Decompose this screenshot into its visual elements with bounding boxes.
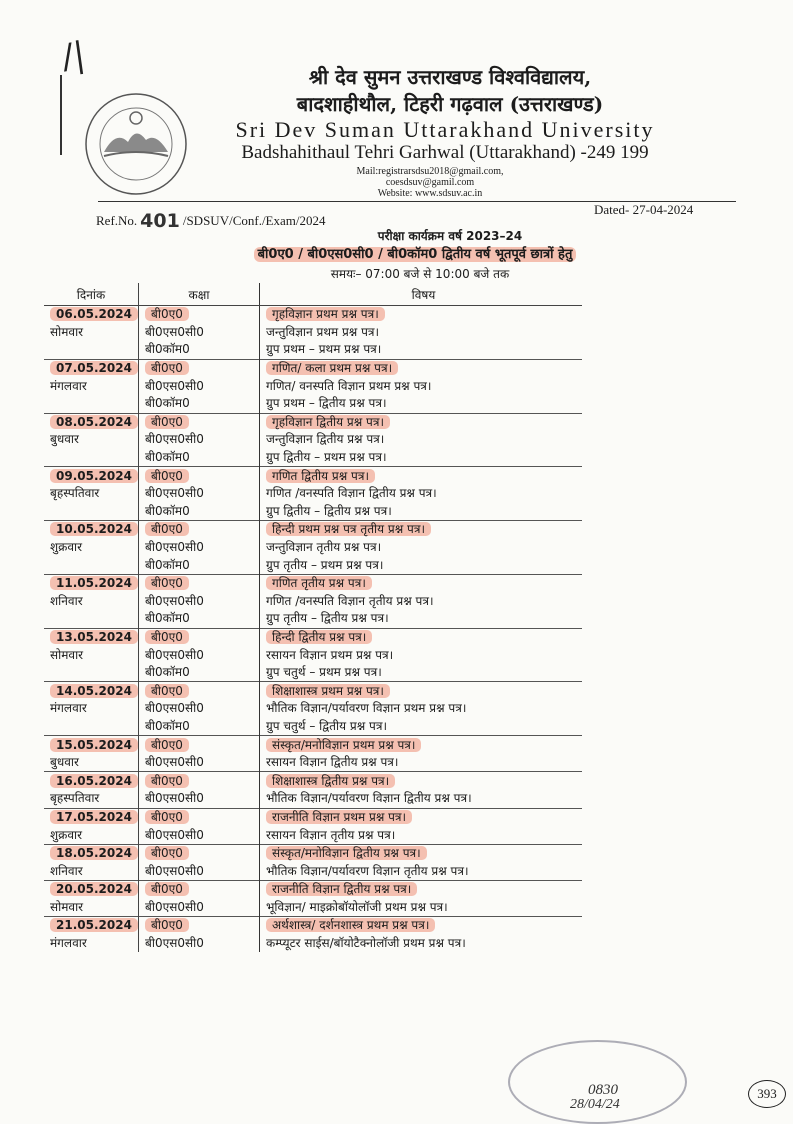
table-row [44, 449, 582, 467]
exam-day [44, 395, 139, 413]
class-cell [139, 377, 260, 395]
exam-date [44, 808, 139, 826]
subject-cell [260, 467, 583, 485]
class-cell [139, 646, 260, 664]
exam-day [44, 754, 139, 772]
subject-cell [260, 556, 583, 574]
subject-text: हिन्दी प्रथम प्रश्न पत्र तृतीय प्रश्न पत्र। [266, 522, 431, 536]
subject-text: रसायन विज्ञान द्वितीय प्रश्न पत्र। [266, 755, 399, 770]
table-row [44, 808, 582, 826]
reference-number [96, 210, 326, 232]
class-text: बी0एस0सी0 [145, 647, 204, 662]
class-text: बी0ए0 [145, 846, 189, 860]
class-cell [139, 917, 260, 935]
table-row [44, 539, 582, 557]
class-text: बी0ए0 [145, 630, 189, 644]
subject-cell [260, 324, 583, 342]
exam-date [44, 844, 139, 862]
col-subject-header: विषय [260, 283, 583, 306]
subject-text: संस्कृत/मनोविज्ञान प्रथम प्रश्न पत्र। [266, 738, 421, 752]
university-address-english: Badshahithaul Tehri Garhwal (Uttarakhand) -249 199 [241, 142, 649, 163]
table-row [44, 664, 582, 682]
subject-cell [260, 682, 583, 700]
class-cell [139, 844, 260, 862]
class-cell [139, 826, 260, 844]
table-row [44, 862, 582, 880]
class-cell [139, 772, 260, 790]
subject-cell [260, 790, 583, 808]
exam-date [44, 467, 139, 485]
exam-day [44, 449, 139, 467]
date-text: 18.05.2024 [50, 846, 138, 860]
subject-cell [260, 700, 583, 718]
date-text: 07.05.2024 [50, 361, 138, 375]
subject-text: रसायन विज्ञान तृतीय प्रश्न पत्र। [266, 827, 396, 842]
website: Website: www.sdsuv.ac.in [377, 188, 483, 199]
subject-text: ग्रुप चतुर्थ – प्रथम प्रश्न पत्र। [266, 665, 382, 680]
subject-cell [260, 413, 583, 431]
university-name-hindi [200, 64, 700, 118]
subject-text: गणित तृतीय प्रश्न पत्र। [266, 576, 372, 590]
exam-day [44, 610, 139, 628]
table-row [44, 467, 582, 485]
class-text: बी0ए0 [145, 415, 189, 429]
exam-day [44, 935, 139, 953]
date-text: सोमवार [50, 647, 84, 662]
table-row [44, 718, 582, 736]
table-row [44, 503, 582, 521]
date-text: 14.05.2024 [50, 684, 138, 698]
exam-date [44, 736, 139, 754]
table-row [44, 628, 582, 646]
class-cell [139, 539, 260, 557]
university-address-hindi: बादशाहीथौल, टिहरी गढ़वाल (उत्तराखण्ड) [296, 92, 604, 116]
subject-text: ग्रुप द्वितीय – द्वितीय प्रश्न पत्र। [266, 503, 392, 518]
subject-cell [260, 377, 583, 395]
ref-number: 401 [140, 210, 180, 232]
exam-day [44, 664, 139, 682]
class-text: बी0एस0सी0 [145, 432, 204, 447]
class-cell [139, 664, 260, 682]
subject-text: गणित /वनस्पति विज्ञान तृतीय प्रश्न पत्र। [266, 593, 434, 608]
date-text: मंगलवार [50, 936, 87, 951]
date-text: बुधवार [50, 755, 79, 770]
class-text: बी0कॉम0 [145, 557, 190, 572]
date-text: 15.05.2024 [50, 738, 138, 752]
class-text: बी0ए0 [145, 918, 189, 932]
class-cell [139, 899, 260, 917]
exam-day [44, 377, 139, 395]
class-cell [139, 700, 260, 718]
subject-cell [260, 610, 583, 628]
subject-cell [260, 718, 583, 736]
subject-text: गणित द्वितीय प्रश्न पत्र। [266, 469, 375, 483]
class-text: बी0ए0 [145, 522, 189, 536]
exam-day [44, 539, 139, 557]
subject-text: जन्तुविज्ञान तृतीय प्रश्न पत्र। [266, 540, 382, 555]
exam-date [44, 628, 139, 646]
exam-day [44, 646, 139, 664]
ref-prefix: Ref.No. [96, 213, 138, 228]
date-text: 08.05.2024 [50, 415, 138, 429]
class-text: बी0एस0सी0 [145, 324, 204, 339]
table-row [44, 844, 582, 862]
date-text: मंगलवार [50, 378, 87, 393]
class-cell [139, 341, 260, 359]
subject-text: भौतिक विज्ञान/पर्यावरण विज्ञान द्वितीय प्रश्न पत्र। [266, 791, 472, 806]
class-text: बी0एस0सी0 [145, 540, 204, 555]
courses-highlight: बी0ए0 / बी0एस0सी0 / बी0कॉम0 द्वितीय वर्ष भूतपूर्व छात्रों हेतु [254, 247, 577, 262]
class-text: बी0ए0 [145, 738, 189, 752]
table-row [44, 772, 582, 790]
table-row [44, 790, 582, 808]
subject-cell [260, 935, 583, 953]
class-cell [139, 881, 260, 899]
exam-date [44, 772, 139, 790]
class-text: बी0कॉम0 [145, 665, 190, 680]
subject-cell [260, 395, 583, 413]
subject-cell [260, 808, 583, 826]
date-text: सोमवार [50, 324, 84, 339]
class-cell [139, 467, 260, 485]
table-row [44, 917, 582, 935]
exam-day [44, 485, 139, 503]
class-text: बी0ए0 [145, 774, 189, 788]
class-text: बी0एस0सी0 [145, 936, 204, 951]
subject-text: जन्तुविज्ञान द्वितीय प्रश्न पत्र। [266, 432, 385, 447]
exam-date [44, 521, 139, 539]
subject-cell [260, 306, 583, 324]
stamp-number: 0830 [588, 1082, 618, 1098]
margin-line [60, 75, 62, 155]
exam-day [44, 503, 139, 521]
date-text: बुधवार [50, 432, 79, 447]
subject-text: ग्रुप प्रथम – प्रथम प्रश्न पत्र। [266, 342, 382, 357]
class-cell [139, 413, 260, 431]
class-text: बी0एस0सी0 [145, 827, 204, 842]
table-row [44, 574, 582, 592]
date-text: 17.05.2024 [50, 810, 138, 824]
table-row [44, 736, 582, 754]
exam-day [44, 899, 139, 917]
date-text: 16.05.2024 [50, 774, 138, 788]
subject-cell [260, 862, 583, 880]
subject-text: ग्रुप तृतीय – द्वितीय प्रश्न पत्र। [266, 611, 389, 626]
table-row [44, 377, 582, 395]
table-row [44, 359, 582, 377]
exam-date [44, 574, 139, 592]
exam-time: समयः– 07:00 बजे से 10:00 बजे तक [330, 267, 510, 281]
class-cell [139, 324, 260, 342]
exam-day [44, 431, 139, 449]
class-cell [139, 610, 260, 628]
subject-text: अर्थशास्त्र/ दर्शनशास्त्र प्रथम प्रश्न पत्र। [266, 918, 435, 932]
class-text: बी0ए0 [145, 684, 189, 698]
class-cell [139, 593, 260, 611]
subject-text: गृहविज्ञान द्वितीय प्रश्न पत्र। [266, 415, 390, 429]
class-cell [139, 521, 260, 539]
subject-text: कम्प्यूटर साईस/बॉयोटैक्नोलॉजी प्रथम प्रश्न पत्र। [266, 936, 466, 951]
class-text: बी0ए0 [145, 810, 189, 824]
class-cell [139, 503, 260, 521]
table-row [44, 593, 582, 611]
university-seal-logo [82, 90, 190, 198]
courses-line [205, 244, 625, 262]
subject-text: जन्तुविज्ञान प्रथम प्रश्न पत्र। [266, 324, 380, 339]
subject-cell [260, 359, 583, 377]
exam-day [44, 341, 139, 359]
exam-day [44, 718, 139, 736]
exam-title: परीक्षा कार्यक्रम वर्ष 2023–24 [377, 229, 523, 243]
date-text: शनिवार [50, 593, 83, 608]
date-text: बृहस्पतिवार [50, 791, 100, 806]
table-row [44, 899, 582, 917]
class-text: बी0ए0 [145, 469, 189, 483]
page-number: 393 [748, 1080, 786, 1108]
subject-cell [260, 754, 583, 772]
class-text: बी0एस0सी0 [145, 755, 204, 770]
table-row [44, 413, 582, 431]
subject-text: गणित/ कला प्रथम प्रश्न पत्र। [266, 361, 398, 375]
class-cell [139, 449, 260, 467]
class-text: बी0कॉम0 [145, 718, 190, 733]
exam-day [44, 556, 139, 574]
class-cell [139, 485, 260, 503]
class-text: बी0कॉम0 [145, 396, 190, 411]
table-row [44, 341, 582, 359]
class-text: बी0एस0सी0 [145, 899, 204, 914]
class-text: बी0एस0सी0 [145, 791, 204, 806]
subject-text: रसायन विज्ञान प्रथम प्रश्न पत्र। [266, 647, 394, 662]
email-2: coesdsuv@gamil.com [385, 177, 475, 188]
date-text: सोमवार [50, 899, 84, 914]
class-cell [139, 395, 260, 413]
table-row [44, 556, 582, 574]
exam-date [44, 881, 139, 899]
class-cell [139, 790, 260, 808]
subject-cell [260, 736, 583, 754]
subject-text: संस्कृत/मनोविज्ञान द्वितीय प्रश्न पत्र। [266, 846, 427, 860]
date-text: 20.05.2024 [50, 882, 138, 896]
table-row [44, 521, 582, 539]
subject-cell [260, 503, 583, 521]
contact-block [305, 166, 555, 199]
subject-cell [260, 917, 583, 935]
subject-text: ग्रुप द्वितीय – प्रथम प्रश्न पत्र। [266, 450, 387, 465]
date-text: 11.05.2024 [50, 576, 138, 590]
class-cell [139, 628, 260, 646]
university-name-hindi-line1: श्री देव सुमन उत्तराखण्ड विश्वविद्यालय, [308, 65, 592, 89]
subject-cell [260, 574, 583, 592]
dated: Dated- 27-04-2024 [594, 202, 694, 217]
date-text: 21.05.2024 [50, 918, 138, 932]
exam-date [44, 306, 139, 324]
exam-day [44, 790, 139, 808]
table-row [44, 485, 582, 503]
exam-date [44, 413, 139, 431]
table-row [44, 306, 582, 324]
subject-text: गृहविज्ञान प्रथम प्रश्न पत्र। [266, 307, 385, 321]
table-row [44, 395, 582, 413]
subject-text: राजनीति विज्ञान द्वितीय प्रश्न पत्र। [266, 882, 417, 896]
subject-cell [260, 646, 583, 664]
subject-text: ग्रुप प्रथम – द्वितीय प्रश्न पत्र। [266, 396, 387, 411]
class-text: बी0एस0सी0 [145, 486, 204, 501]
class-cell [139, 556, 260, 574]
subject-cell [260, 664, 583, 682]
date-text: शुक्रवार [50, 540, 83, 555]
ref-suffix: /SDSUV/Conf./Exam/2024 [182, 213, 326, 228]
class-cell [139, 935, 260, 953]
exam-day [44, 862, 139, 880]
table-row [44, 610, 582, 628]
class-text: बी0कॉम0 [145, 503, 190, 518]
table-row [44, 935, 582, 953]
subject-text: हिन्दी द्वितीय प्रश्न पत्र। [266, 630, 372, 644]
date-text: शनिवार [50, 863, 83, 878]
date-text: 13.05.2024 [50, 630, 138, 644]
class-text: बी0ए0 [145, 307, 189, 321]
exam-day [44, 593, 139, 611]
subject-text: ग्रुप चतुर्थ – द्वितीय प्रश्न पत्र। [266, 718, 388, 733]
subject-text: ग्रुप तृतीय – प्रथम प्रश्न पत्र। [266, 557, 384, 572]
table-row [44, 431, 582, 449]
date-text: 09.05.2024 [50, 469, 138, 483]
schedule-body [44, 306, 582, 953]
class-cell [139, 574, 260, 592]
class-cell [139, 431, 260, 449]
class-text: बी0कॉम0 [145, 450, 190, 465]
class-cell [139, 862, 260, 880]
class-cell [139, 306, 260, 324]
table-row [44, 324, 582, 342]
stamp-date: 28/04/24 [570, 1097, 620, 1112]
handwritten-mark: /| [59, 34, 88, 78]
subject-text: भौतिक विज्ञान/पर्यावरण विज्ञान तृतीय प्रश्न पत्र। [266, 863, 469, 878]
subject-text: भौतिक विज्ञान/पर्यावरण विज्ञान प्रथम प्रश्न पत्र। [266, 701, 467, 716]
subject-cell [260, 485, 583, 503]
class-text: बी0ए0 [145, 882, 189, 896]
class-cell [139, 754, 260, 772]
class-text: बी0एस0सी0 [145, 701, 204, 716]
class-text: बी0कॉम0 [145, 611, 190, 626]
class-text: बी0एस0सी0 [145, 863, 204, 878]
exam-day [44, 700, 139, 718]
subject-cell [260, 341, 583, 359]
date-text: 10.05.2024 [50, 522, 138, 536]
date-text: मंगलवार [50, 701, 87, 716]
subject-text: शिक्षाशास्त्र द्वितीय प्रश्न पत्र। [266, 774, 395, 788]
subject-cell [260, 772, 583, 790]
class-text: बी0कॉम0 [145, 342, 190, 357]
email-1: Mail:registrarsdsu2018@gmail.com, [356, 166, 504, 177]
subject-cell [260, 449, 583, 467]
date-text: बृहस्पतिवार [50, 486, 100, 501]
exam-day [44, 324, 139, 342]
subject-cell [260, 539, 583, 557]
table-row [44, 754, 582, 772]
subject-cell [260, 593, 583, 611]
university-name-english: Sri Dev Suman Uttarakhand University [235, 117, 655, 142]
exam-date [44, 682, 139, 700]
table-row [44, 646, 582, 664]
class-cell [139, 359, 260, 377]
subject-text: भूविज्ञान/ माइक्रोबॉयोलॉजी प्रथम प्रश्न पत्र। [266, 899, 448, 914]
class-cell [139, 736, 260, 754]
date-text: शुक्रवार [50, 827, 83, 842]
subject-text: राजनीति विज्ञान प्रथम प्रश्न पत्र। [266, 810, 412, 824]
subject-cell [260, 844, 583, 862]
exam-date [44, 917, 139, 935]
subject-text: शिक्षाशास्त्र प्रथम प्रश्न पत्र। [266, 684, 390, 698]
class-cell [139, 718, 260, 736]
schedule-table [44, 283, 582, 952]
subject-cell [260, 899, 583, 917]
subject-cell [260, 431, 583, 449]
class-text: बी0ए0 [145, 576, 189, 590]
table-row [44, 826, 582, 844]
class-text: बी0ए0 [145, 361, 189, 375]
subject-cell [260, 881, 583, 899]
table-row [44, 682, 582, 700]
table-row [44, 700, 582, 718]
col-date-header: दिनांक [44, 283, 139, 306]
exam-date [44, 359, 139, 377]
exam-day [44, 826, 139, 844]
class-text: बी0एस0सी0 [145, 378, 204, 393]
class-cell [139, 682, 260, 700]
subject-cell [260, 521, 583, 539]
subject-text: गणित /वनस्पति विज्ञान द्वितीय प्रश्न पत्र। [266, 486, 437, 501]
subject-cell [260, 826, 583, 844]
class-text: बी0एस0सी0 [145, 593, 204, 608]
table-header-row [44, 283, 582, 306]
date-text: 06.05.2024 [50, 307, 138, 321]
class-cell [139, 808, 260, 826]
subject-cell [260, 628, 583, 646]
subject-text: गणित/ वनस्पति विज्ञान प्रथम प्रश्न पत्र। [266, 378, 432, 393]
table-row [44, 881, 582, 899]
col-class-header: कक्षा [139, 283, 260, 306]
